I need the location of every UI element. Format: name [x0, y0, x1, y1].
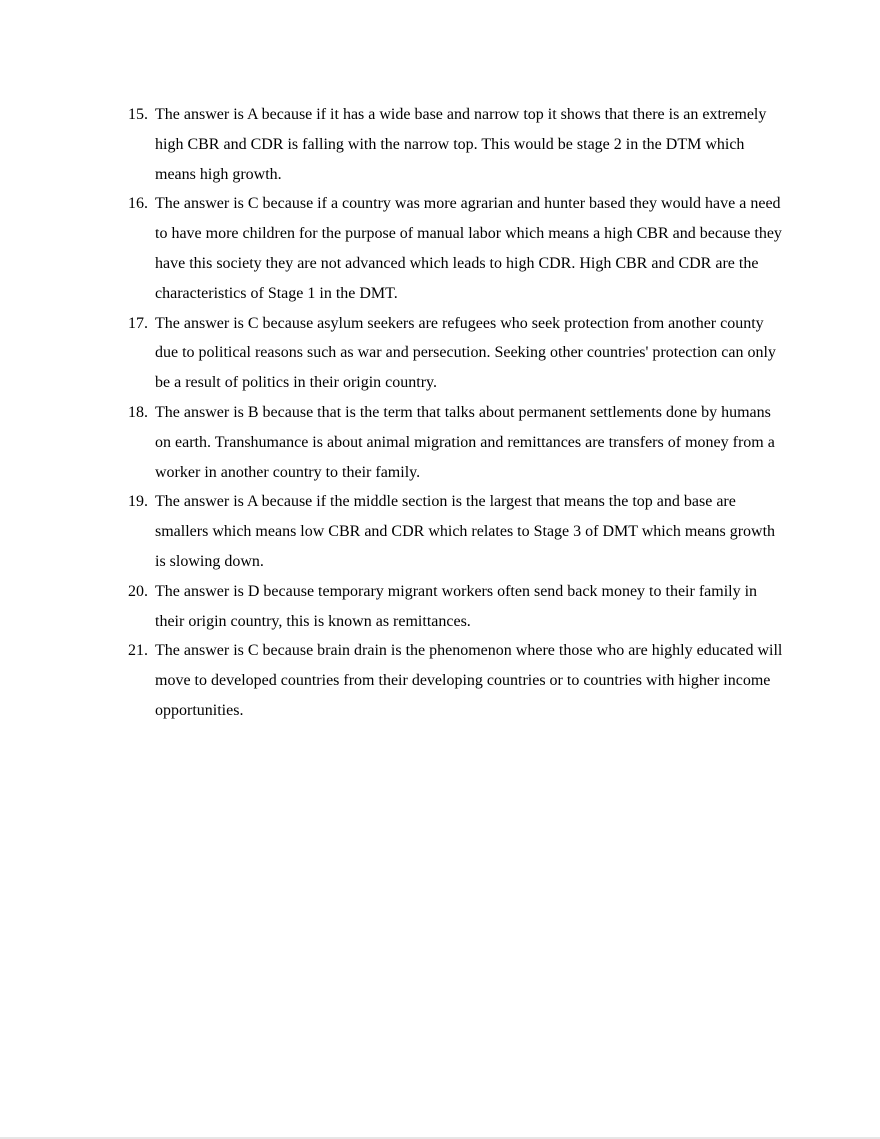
answer-text: The answer is C because asylum seekers are refugees who seek protection from another county due to political reasons such as war and persecution. Seeking other countries' protection can only be a result of politics in their origin country.	[155, 314, 776, 392]
answer-number: 20.	[128, 582, 148, 600]
answer-text: The answer is A because if it has a wide base and narrow top it shows that there is an extremely high CBR and CDR is falling with the narrow top. This would be stage 2 in the DTM which means high growth.	[155, 106, 767, 183]
answer-list	[128, 100, 785, 726]
answer-text: The answer is A because if the middle section is the largest that means the top and base are smallers which means low CBR and CDR which relates to Stage 3 of DMT which means growth is slowing down.	[155, 493, 776, 570]
answer-item-21	[128, 636, 785, 725]
answer-number: 21.	[128, 642, 148, 660]
answer-text: The answer is C because brain drain is the phenomenon where those who are highly educated will move to developed countries from their developing countries or to countries with higher income opportunities.	[155, 642, 783, 719]
answer-item-19	[128, 487, 785, 576]
answer-item-16	[128, 189, 785, 308]
answer-text: The answer is D because temporary migrant workers often send back money to their family in their origin country, this is known as remittances.	[155, 582, 758, 630]
answer-number: 18.	[128, 403, 148, 421]
answer-number: 15.	[128, 106, 148, 123]
answer-item-15	[128, 100, 785, 189]
answer-text: The answer is B because that is the term that talks about permanent settlements done by humans on earth. Transhumance is about animal migration and remittances are transfers of money from a worker in another country to their family.	[155, 403, 775, 481]
answer-item-18	[128, 398, 785, 487]
answer-item-20	[128, 577, 785, 637]
answer-number: 19.	[128, 493, 148, 511]
answer-number: 16.	[128, 195, 148, 213]
answer-text: The answer is C because if a country was more agrarian and hunter based they would have a need to have more children for the purpose of manual labor which means a high CBR and because they have this society they are not advanced which leads to high CDR. High CBR and CDR are the characteristics of Stage 1 in the DMT.	[155, 195, 782, 302]
answer-number: 17.	[128, 314, 148, 332]
answer-item-17	[128, 309, 785, 398]
